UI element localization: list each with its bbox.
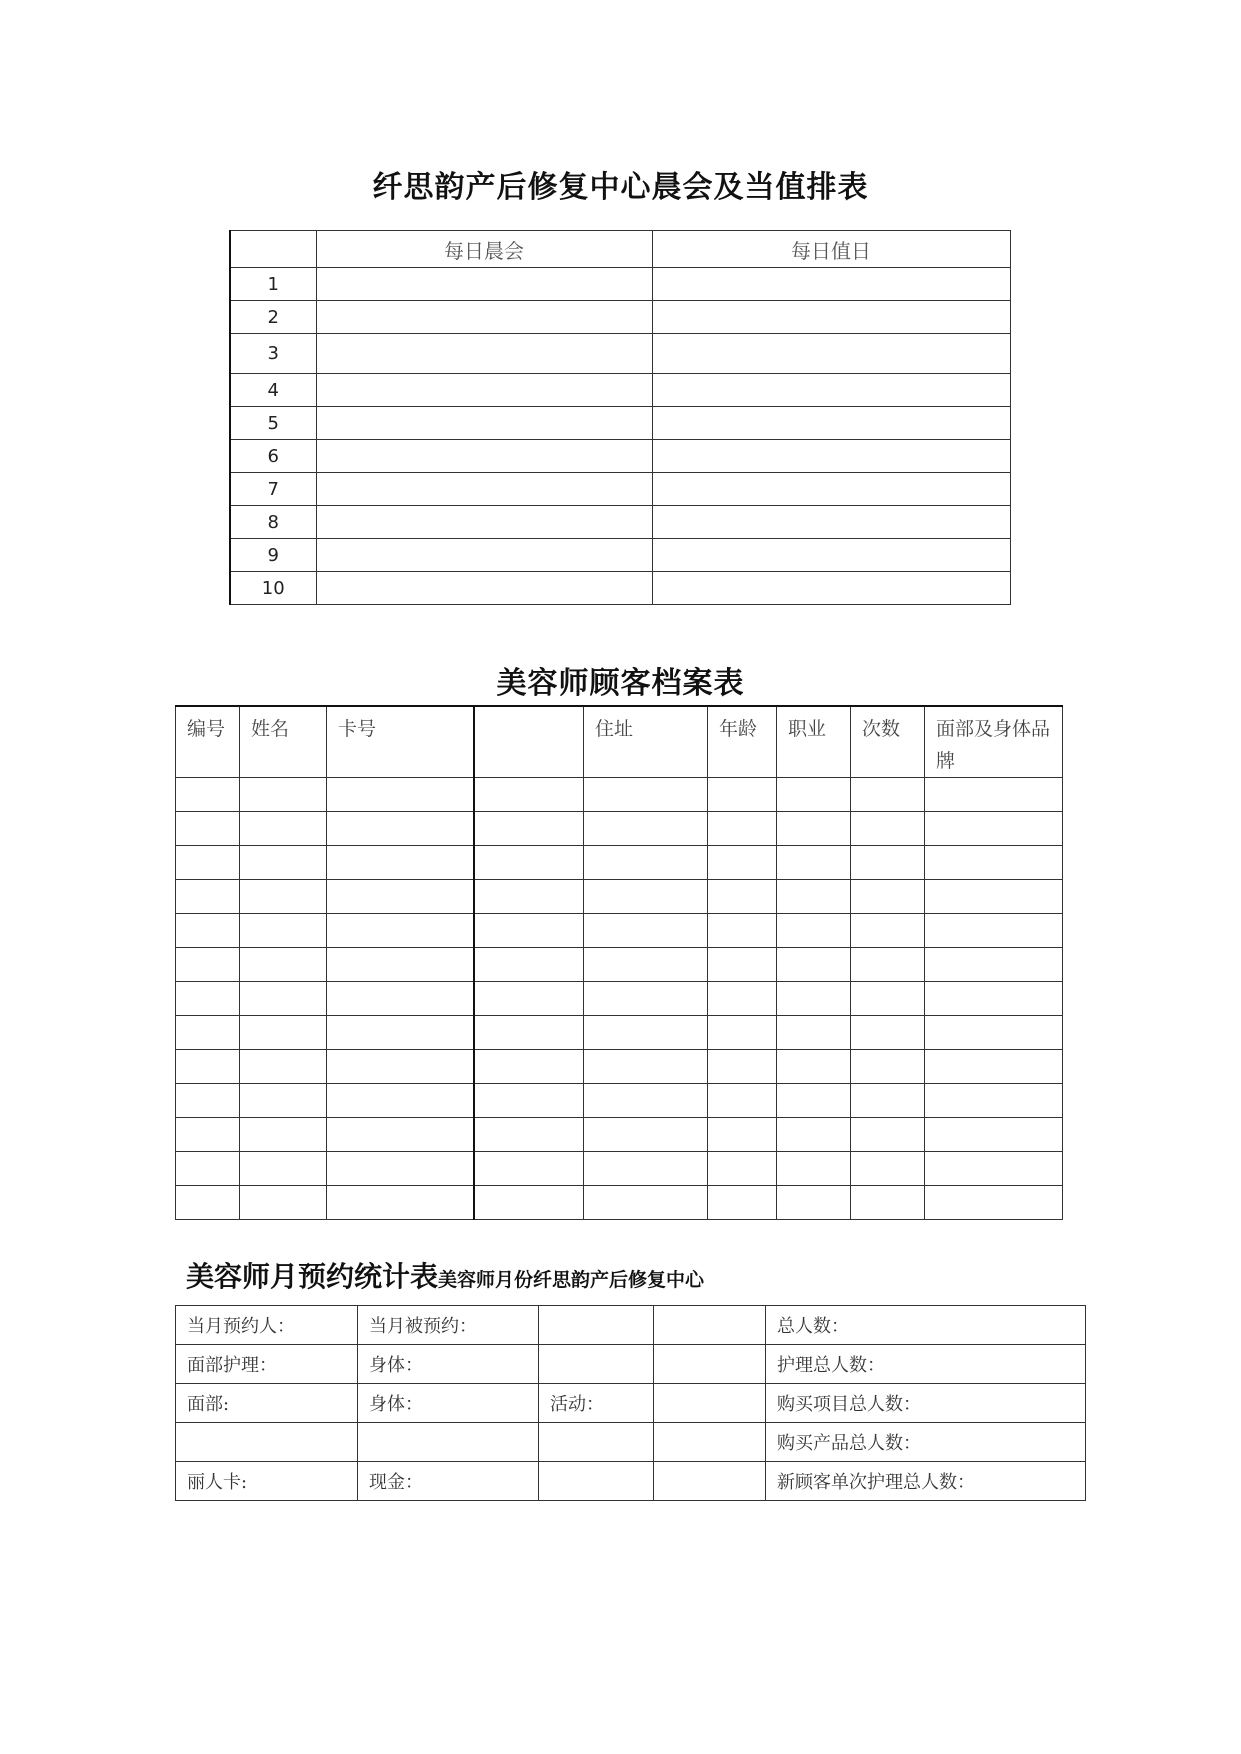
- appointments-row: [176, 1423, 1086, 1462]
- appointments-row: [176, 1462, 1086, 1501]
- schedule-cell-morning-meeting: [316, 440, 652, 473]
- client-archive-cell: [327, 1118, 474, 1152]
- client-archive-table: [175, 705, 1063, 1220]
- client-archive-cell: [708, 982, 777, 1016]
- schedule-cell-duty: [652, 572, 1010, 605]
- client-archive-cell: [851, 1118, 925, 1152]
- schedule-cell-duty: [652, 407, 1010, 440]
- client-archive-cell: [240, 1186, 327, 1220]
- client-archive-cell: [240, 1084, 327, 1118]
- client-archive-cell: [777, 1050, 851, 1084]
- schedule-row-number: 5: [230, 407, 316, 440]
- schedule-row-number: 10: [230, 572, 316, 605]
- client-archive-cell: [851, 1186, 925, 1220]
- client-archive-row: [176, 1152, 1063, 1186]
- schedule-row-number: 8: [230, 506, 316, 539]
- schedule-cell-morning-meeting: [316, 572, 652, 605]
- client-archive-cell: [176, 778, 240, 812]
- client-archive-cell: [925, 1186, 1063, 1220]
- client-archive-cell: [851, 812, 925, 846]
- client-archive-cell: [584, 778, 708, 812]
- schedule-row: [230, 473, 1010, 506]
- schedule-row-number: 6: [230, 440, 316, 473]
- client-archive-cell: [327, 1152, 474, 1186]
- client-archive-cell: [474, 1084, 584, 1118]
- schedule-cell-morning-meeting: [316, 334, 652, 374]
- client-archive-cell: [176, 948, 240, 982]
- client-archive-cell: [925, 880, 1063, 914]
- schedule-row: [230, 268, 1010, 301]
- appointments-title: [186, 1255, 704, 1295]
- client-archive-cell: [584, 1152, 708, 1186]
- client-archive-cell: [777, 880, 851, 914]
- client-archive-cell: [327, 914, 474, 948]
- client-archive-row: [176, 846, 1063, 880]
- client-archive-cell: [474, 914, 584, 948]
- schedule-row-number: 4: [230, 374, 316, 407]
- client-archive-header-row: [176, 706, 1063, 778]
- client-archive-cell: [327, 778, 474, 812]
- client-archive-row: [176, 778, 1063, 812]
- client-archive-row: [176, 1118, 1063, 1152]
- schedule-row: [230, 334, 1010, 374]
- client-archive-cell: [851, 778, 925, 812]
- client-archive-cell: [240, 1050, 327, 1084]
- client-archive-cell: [851, 1050, 925, 1084]
- schedule-row: [230, 572, 1010, 605]
- client-archive-cell: [584, 1186, 708, 1220]
- client-archive-cell: [708, 948, 777, 982]
- client-archive-cell: [474, 812, 584, 846]
- client-archive-cell: [851, 846, 925, 880]
- appointments-cell: 活动：: [539, 1384, 654, 1423]
- schedule-row: [230, 440, 1010, 473]
- schedule-cell-duty: [652, 506, 1010, 539]
- appointments-cell: 丽人卡:: [176, 1462, 358, 1501]
- schedule-cell-morning-meeting: [316, 473, 652, 506]
- client-archive-row: [176, 1016, 1063, 1050]
- client-archive-cell: [851, 880, 925, 914]
- client-archive-cell: [240, 812, 327, 846]
- schedule-header-cell: 每日晨会: [316, 231, 652, 268]
- client-archive-cell: [925, 914, 1063, 948]
- schedule-row-number: 3: [230, 334, 316, 374]
- client-archive-cell: [327, 1084, 474, 1118]
- client-archive-cell: [240, 880, 327, 914]
- client-archive-header-cell: 年龄: [708, 706, 777, 778]
- schedule-row: [230, 539, 1010, 572]
- client-archive-cell: [708, 914, 777, 948]
- appointments-cell: [654, 1306, 766, 1345]
- client-archive-cell: [584, 880, 708, 914]
- client-archive-cell: [925, 948, 1063, 982]
- client-archive-cell: [584, 982, 708, 1016]
- client-archive-header-cell: 面部及身体品牌: [925, 706, 1063, 778]
- client-archive-cell: [176, 914, 240, 948]
- appointments-cell: 现金：: [358, 1462, 539, 1501]
- appointments-cell: 当月预约人：: [176, 1306, 358, 1345]
- client-archive-cell: [240, 778, 327, 812]
- schedule-cell-duty: [652, 268, 1010, 301]
- client-archive-cell: [777, 1084, 851, 1118]
- schedule-cell-morning-meeting: [316, 374, 652, 407]
- client-archive-cell: [240, 1016, 327, 1050]
- client-archive-header-cell: 卡号: [327, 706, 474, 778]
- appointments-cell: 护理总人数：: [766, 1345, 1086, 1384]
- client-archive-cell: [584, 812, 708, 846]
- client-archive-header-cell: [474, 706, 584, 778]
- client-archive-cell: [584, 1084, 708, 1118]
- appointments-cell: 总人数：: [766, 1306, 1086, 1345]
- client-archive-cell: [777, 914, 851, 948]
- client-archive-cell: [708, 1084, 777, 1118]
- client-archive-cell: [474, 1016, 584, 1050]
- client-archive-cell: [584, 1016, 708, 1050]
- appointments-cell: 面部护理：: [176, 1345, 358, 1384]
- client-archive-cell: [925, 846, 1063, 880]
- schedule-row-number: 7: [230, 473, 316, 506]
- client-archive-cell: [851, 1152, 925, 1186]
- client-archive-cell: [240, 1152, 327, 1186]
- client-archive-cell: [176, 1050, 240, 1084]
- appointments-cell: [539, 1306, 654, 1345]
- client-archive-row: [176, 1050, 1063, 1084]
- client-archive-cell: [708, 778, 777, 812]
- client-archive-cell: [708, 1016, 777, 1050]
- client-archive-cell: [777, 948, 851, 982]
- appointments-table: [175, 1305, 1086, 1501]
- client-archive-cell: [777, 846, 851, 880]
- client-archive-cell: [176, 1152, 240, 1186]
- client-archive-cell: [176, 1016, 240, 1050]
- client-archive-cell: [327, 880, 474, 914]
- schedule-cell-duty: [652, 334, 1010, 374]
- client-archive-cell: [584, 1050, 708, 1084]
- appointments-row: [176, 1384, 1086, 1423]
- client-archive-cell: [584, 846, 708, 880]
- client-archive-cell: [474, 846, 584, 880]
- client-archive-cell: [708, 1118, 777, 1152]
- client-archive-cell: [777, 1186, 851, 1220]
- schedule-row: [230, 506, 1010, 539]
- schedule-cell-morning-meeting: [316, 539, 652, 572]
- client-archive-cell: [851, 1016, 925, 1050]
- appointments-cell: [358, 1423, 539, 1462]
- appointments-cell: [654, 1462, 766, 1501]
- schedule-cell-duty: [652, 539, 1010, 572]
- schedule-row: [230, 407, 1010, 440]
- client-archive-cell: [474, 778, 584, 812]
- client-archive-cell: [925, 1016, 1063, 1050]
- appointments-cell: [654, 1384, 766, 1423]
- client-archive-cell: [777, 1152, 851, 1186]
- client-archive-cell: [176, 846, 240, 880]
- appointments-cell: 身体：: [358, 1345, 539, 1384]
- schedule-row: [230, 374, 1010, 407]
- client-archive-row: [176, 948, 1063, 982]
- client-archive-cell: [474, 948, 584, 982]
- client-archive-cell: [240, 982, 327, 1016]
- appointments-cell: 购买项目总人数：: [766, 1384, 1086, 1423]
- client-archive-header-cell: 编号: [176, 706, 240, 778]
- client-archive-cell: [474, 1186, 584, 1220]
- client-archive-cell: [925, 1118, 1063, 1152]
- appointments-cell: [654, 1423, 766, 1462]
- appointments-cell: [539, 1423, 654, 1462]
- client-archive-cell: [176, 1118, 240, 1152]
- client-archive-cell: [176, 812, 240, 846]
- client-archive-row: [176, 982, 1063, 1016]
- client-archive-cell: [240, 948, 327, 982]
- client-archive-cell: [240, 846, 327, 880]
- schedule-cell-morning-meeting: [316, 301, 652, 334]
- client-archive-cell: [176, 880, 240, 914]
- schedule-row-number: 9: [230, 539, 316, 572]
- client-archive-header-cell: 职业: [777, 706, 851, 778]
- client-archive-cell: [777, 778, 851, 812]
- client-archive-row: [176, 880, 1063, 914]
- client-archive-row: [176, 914, 1063, 948]
- schedule-table: [229, 230, 1011, 605]
- schedule-header-row: [230, 231, 1010, 268]
- appointments-cell: [654, 1345, 766, 1384]
- client-archive-cell: [176, 1186, 240, 1220]
- client-archive-header-cell: 姓名: [240, 706, 327, 778]
- appointments-cell: 购买产品总人数：: [766, 1423, 1086, 1462]
- client-archive-cell: [851, 948, 925, 982]
- appointments-title-main: 美容师月预约统计表: [186, 1260, 439, 1293]
- client-archive-header-cell: 住址: [584, 706, 708, 778]
- schedule-header-cell: [230, 231, 316, 268]
- client-archive-cell: [777, 1118, 851, 1152]
- client-archive-cell: [925, 812, 1063, 846]
- client-archive-cell: [474, 1118, 584, 1152]
- appointments-cell: 面部:: [176, 1384, 358, 1423]
- client-archive-cell: [327, 1016, 474, 1050]
- client-archive-cell: [327, 1050, 474, 1084]
- schedule-cell-duty: [652, 301, 1010, 334]
- schedule-cell-morning-meeting: [316, 268, 652, 301]
- appointments-cell: [176, 1423, 358, 1462]
- schedule-row-number: 2: [230, 301, 316, 334]
- schedule-cell-duty: [652, 374, 1010, 407]
- client-archive-header-cell: 次数: [851, 706, 925, 778]
- appointments-cell: 身体：: [358, 1384, 539, 1423]
- client-archive-cell: [708, 1186, 777, 1220]
- client-archive-cell: [584, 948, 708, 982]
- client-archive-cell: [327, 1186, 474, 1220]
- appointments-cell: [539, 1345, 654, 1384]
- appointments-title-sub: 美容师月份纤思韵产后修复中心: [438, 1269, 705, 1291]
- appointments-row: [176, 1306, 1086, 1345]
- client-archive-cell: [584, 914, 708, 948]
- schedule-title: 纤思韵产后修复中心晨会及当值排表: [372, 170, 869, 205]
- client-archive-cell: [925, 1084, 1063, 1118]
- client-archive-cell: [240, 1118, 327, 1152]
- client-archive-cell: [708, 1152, 777, 1186]
- client-archive-cell: [708, 846, 777, 880]
- client-archive-cell: [176, 1084, 240, 1118]
- appointments-cell: 新顾客单次护理总人数：: [766, 1462, 1086, 1501]
- schedule-row-number: 1: [230, 268, 316, 301]
- client-archive-cell: [925, 1152, 1063, 1186]
- client-archive-cell: [851, 1084, 925, 1118]
- client-archive-cell: [708, 1050, 777, 1084]
- client-archive-cell: [925, 1050, 1063, 1084]
- client-archive-cell: [327, 846, 474, 880]
- client-archive-cell: [851, 914, 925, 948]
- client-archive-cell: [851, 982, 925, 1016]
- client-archive-cell: [240, 914, 327, 948]
- schedule-cell-duty: [652, 473, 1010, 506]
- client-archive-cell: [925, 778, 1063, 812]
- appointments-cell: [539, 1462, 654, 1501]
- client-archive-row: [176, 812, 1063, 846]
- appointments-cell: 当月被预约：: [358, 1306, 539, 1345]
- client-archive-cell: [584, 1118, 708, 1152]
- client-archive-title: 美容师顾客档案表: [496, 666, 745, 701]
- client-archive-cell: [925, 982, 1063, 1016]
- schedule-cell-duty: [652, 440, 1010, 473]
- client-archive-row: [176, 1084, 1063, 1118]
- client-archive-cell: [777, 812, 851, 846]
- client-archive-cell: [474, 880, 584, 914]
- client-archive-cell: [708, 812, 777, 846]
- client-archive-cell: [327, 812, 474, 846]
- schedule-cell-morning-meeting: [316, 506, 652, 539]
- appointments-row: [176, 1345, 1086, 1384]
- client-archive-cell: [327, 982, 474, 1016]
- schedule-header-cell: 每日值日: [652, 231, 1010, 268]
- client-archive-cell: [474, 1050, 584, 1084]
- client-archive-cell: [176, 982, 240, 1016]
- client-archive-cell: [777, 1016, 851, 1050]
- client-archive-cell: [327, 948, 474, 982]
- schedule-cell-morning-meeting: [316, 407, 652, 440]
- client-archive-cell: [474, 982, 584, 1016]
- client-archive-row: [176, 1186, 1063, 1220]
- client-archive-cell: [777, 982, 851, 1016]
- client-archive-cell: [708, 880, 777, 914]
- client-archive-cell: [474, 1152, 584, 1186]
- schedule-row: [230, 301, 1010, 334]
